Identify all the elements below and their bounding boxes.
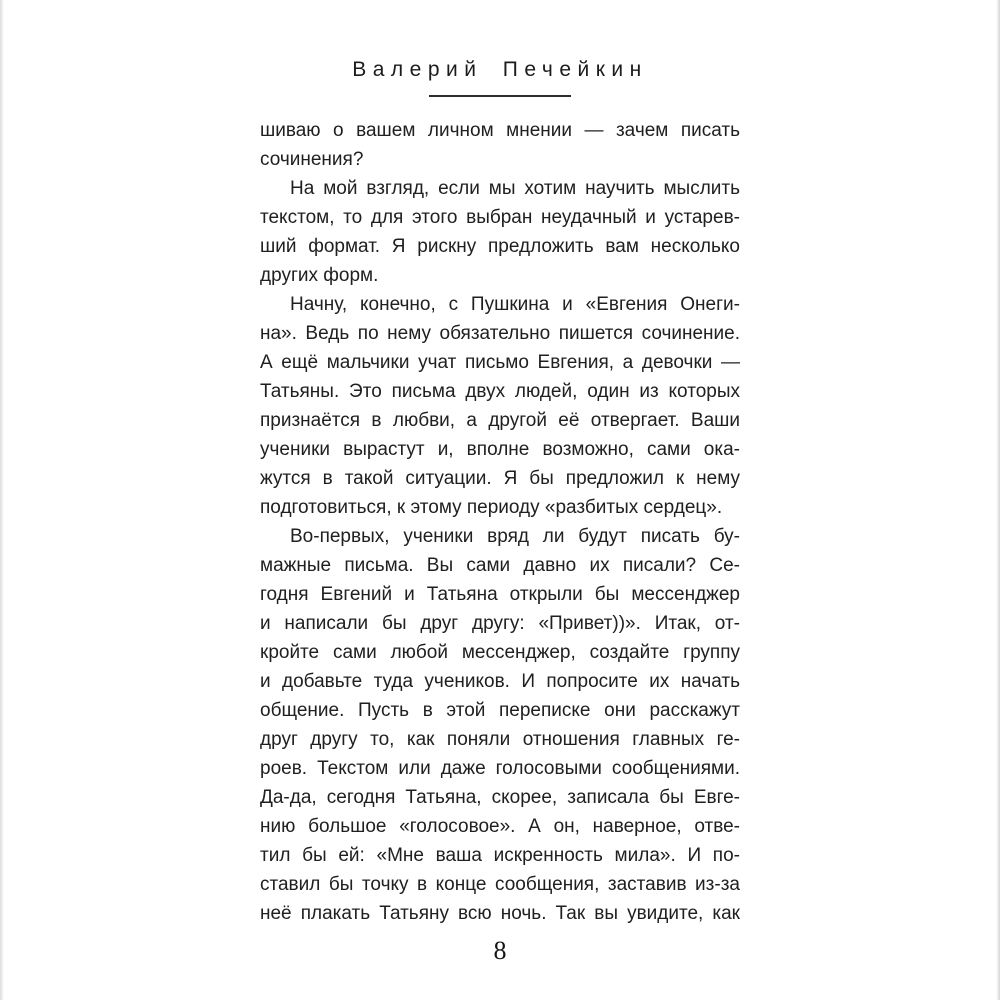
text-line: кройте сами любой мессенджер, создайте группу xyxy=(260,642,740,663)
text-line: ученики вырастут и, вполне возможно, сами ока- xyxy=(260,439,740,460)
text-line: Татьяны. Это письма двух людей, один из которых xyxy=(260,381,740,402)
text-line: подготовиться, к этому периоду «разбитых сердец». xyxy=(260,497,723,518)
text-line: и добавьте туда учеников. И попросите их начать xyxy=(260,671,740,692)
text-line: годня Евгений и Татьяна открыли бы мессенджер xyxy=(260,584,740,605)
text-line: роев. Текстом или даже голосовыми сообщениями. xyxy=(260,758,740,779)
text-line: мажные письма. Вы сами давно их писали? Се- xyxy=(260,555,740,576)
page-number: 8 xyxy=(493,936,507,965)
text-line: Во-первых, ученики вряд ли будут писать бу- xyxy=(290,526,740,547)
text-line: других форм. xyxy=(260,265,379,286)
text-line: текстом, то для этого выбран неудачный и устарев- xyxy=(260,207,740,228)
text-line: общение. Пусть в этой переписке они расскажут xyxy=(260,700,740,721)
text-line: нию большое «голосовое». А он, наверное, отве- xyxy=(260,816,740,837)
header-rule xyxy=(429,95,571,97)
text-line: ший формат. Я рискну предложить вам несколько xyxy=(260,236,740,257)
text-line: жутся в такой ситуации. Я бы предложил к нему xyxy=(260,468,740,489)
text-line: Да-да, сегодня Татьяна, скорее, записала бы Евге- xyxy=(260,787,740,808)
text-line: и написали бы друг другу: «Привет))». Итак, от- xyxy=(260,613,740,634)
text-line: А ещё мальчики учат письмо Евгения, а девочки — xyxy=(260,352,740,373)
page-scan-edge-right xyxy=(996,0,1000,1000)
text-line: Начну, конечно, с Пушкина и «Евгения Онеги- xyxy=(290,294,740,315)
author-name: Валерий Печейкин xyxy=(352,58,648,81)
body-text xyxy=(260,116,740,928)
text-line: неё плакать Татьяну всю ночь. Так вы увидите, как xyxy=(260,903,740,924)
page-footer xyxy=(0,936,1000,966)
text-line: друг другу то, как поняли отношения главных ге- xyxy=(260,729,740,750)
text-line: сочинения? xyxy=(260,149,364,170)
text-line: признаётся в любви, а другой её отвергает. Ваши xyxy=(260,410,740,431)
running-header xyxy=(0,58,1000,97)
text-line: на». Ведь по нему обязательно пишется сочинение. xyxy=(260,323,740,344)
text-line: шиваю о вашем личном мнении — зачем писать xyxy=(260,120,740,141)
text-line: ставил бы точку в конце сообщения, заставив из-за xyxy=(260,874,740,895)
page-scan-edge-left xyxy=(0,0,4,1000)
text-line: тил бы ей: «Мне ваша искренность мила». И по- xyxy=(260,845,740,866)
text-line: На мой взгляд, если мы хотим научить мыслить xyxy=(290,178,740,199)
